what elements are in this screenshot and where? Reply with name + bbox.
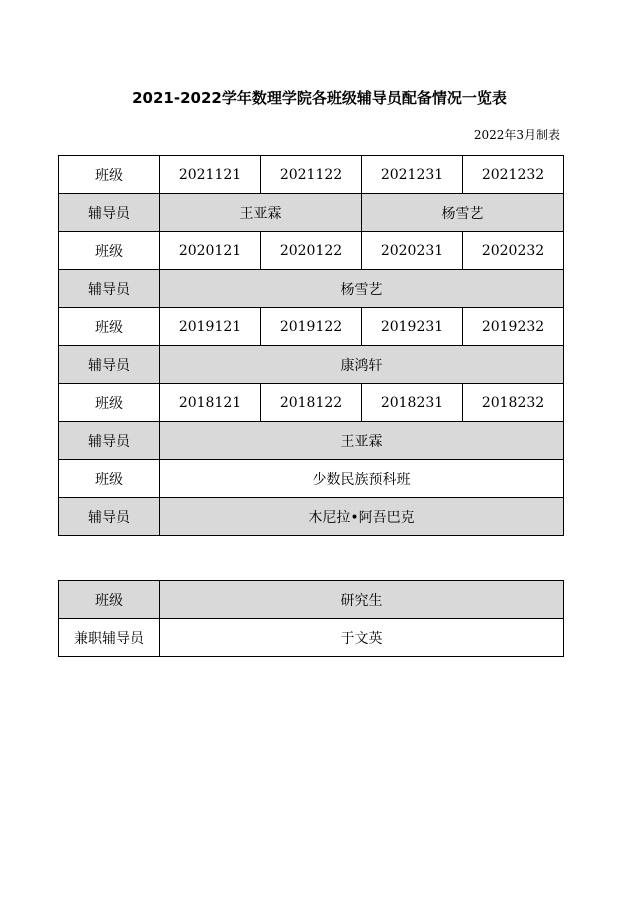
document-date: 2022年3月制表 — [473, 128, 560, 142]
counselor-label: 辅导员 — [59, 498, 160, 536]
class-cell: 2018231 — [362, 384, 463, 422]
counselor-cell: 木尼拉•阿吾巴克 — [160, 498, 564, 536]
class-cell: 2021231 — [362, 156, 463, 194]
class-label: 班级 — [59, 232, 160, 270]
table-row — [59, 498, 564, 536]
graduate-counselor-table — [58, 580, 564, 657]
class-cell: 2020121 — [160, 232, 261, 270]
counselor-label: 辅导员 — [59, 194, 160, 232]
table-row — [59, 232, 564, 270]
counselor-cell: 王亚霖 — [160, 194, 362, 232]
counselor-cell: 杨雪艺 — [362, 194, 564, 232]
class-cell: 2018232 — [463, 384, 564, 422]
table-row — [59, 384, 564, 422]
class-cell: 2019232 — [463, 308, 564, 346]
class-cell: 2018122 — [261, 384, 362, 422]
class-cell: 2019122 — [261, 308, 362, 346]
class-cell: 2021121 — [160, 156, 261, 194]
table-row — [59, 346, 564, 384]
class-cell: 2019231 — [362, 308, 463, 346]
class-cell: 研究生 — [160, 581, 564, 619]
class-cell: 2021232 — [463, 156, 564, 194]
document-title: 2021-2022学年数理学院各班级辅导员配备情况一览表 — [132, 89, 507, 107]
table-row — [59, 308, 564, 346]
counselor-cell: 杨雪艺 — [160, 270, 564, 308]
class-label: 班级 — [59, 156, 160, 194]
counselor-cell: 康鸿轩 — [160, 346, 564, 384]
counselor-cell: 王亚霖 — [160, 422, 564, 460]
class-cell: 2020231 — [362, 232, 463, 270]
class-label: 班级 — [59, 308, 160, 346]
class-label: 班级 — [59, 460, 160, 498]
table-row — [59, 460, 564, 498]
counselor-assignment-table — [58, 155, 564, 536]
class-cell: 2018121 — [160, 384, 261, 422]
class-cell: 2020232 — [463, 232, 564, 270]
class-cell: 2019121 — [160, 308, 261, 346]
table-row — [59, 581, 564, 619]
counselor-label: 辅导员 — [59, 422, 160, 460]
counselor-label: 辅导员 — [59, 346, 160, 384]
class-cell: 少数民族预科班 — [160, 460, 564, 498]
part-time-counselor-label: 兼职辅导员 — [59, 619, 160, 657]
class-cell: 2021122 — [261, 156, 362, 194]
class-label: 班级 — [59, 384, 160, 422]
class-cell: 2020122 — [261, 232, 362, 270]
counselor-label: 辅导员 — [59, 270, 160, 308]
table-row — [59, 156, 564, 194]
table-row — [59, 194, 564, 232]
class-label: 班级 — [59, 581, 160, 619]
counselor-cell: 于文英 — [160, 619, 564, 657]
table-row — [59, 270, 564, 308]
table-row — [59, 619, 564, 657]
table-row — [59, 422, 564, 460]
